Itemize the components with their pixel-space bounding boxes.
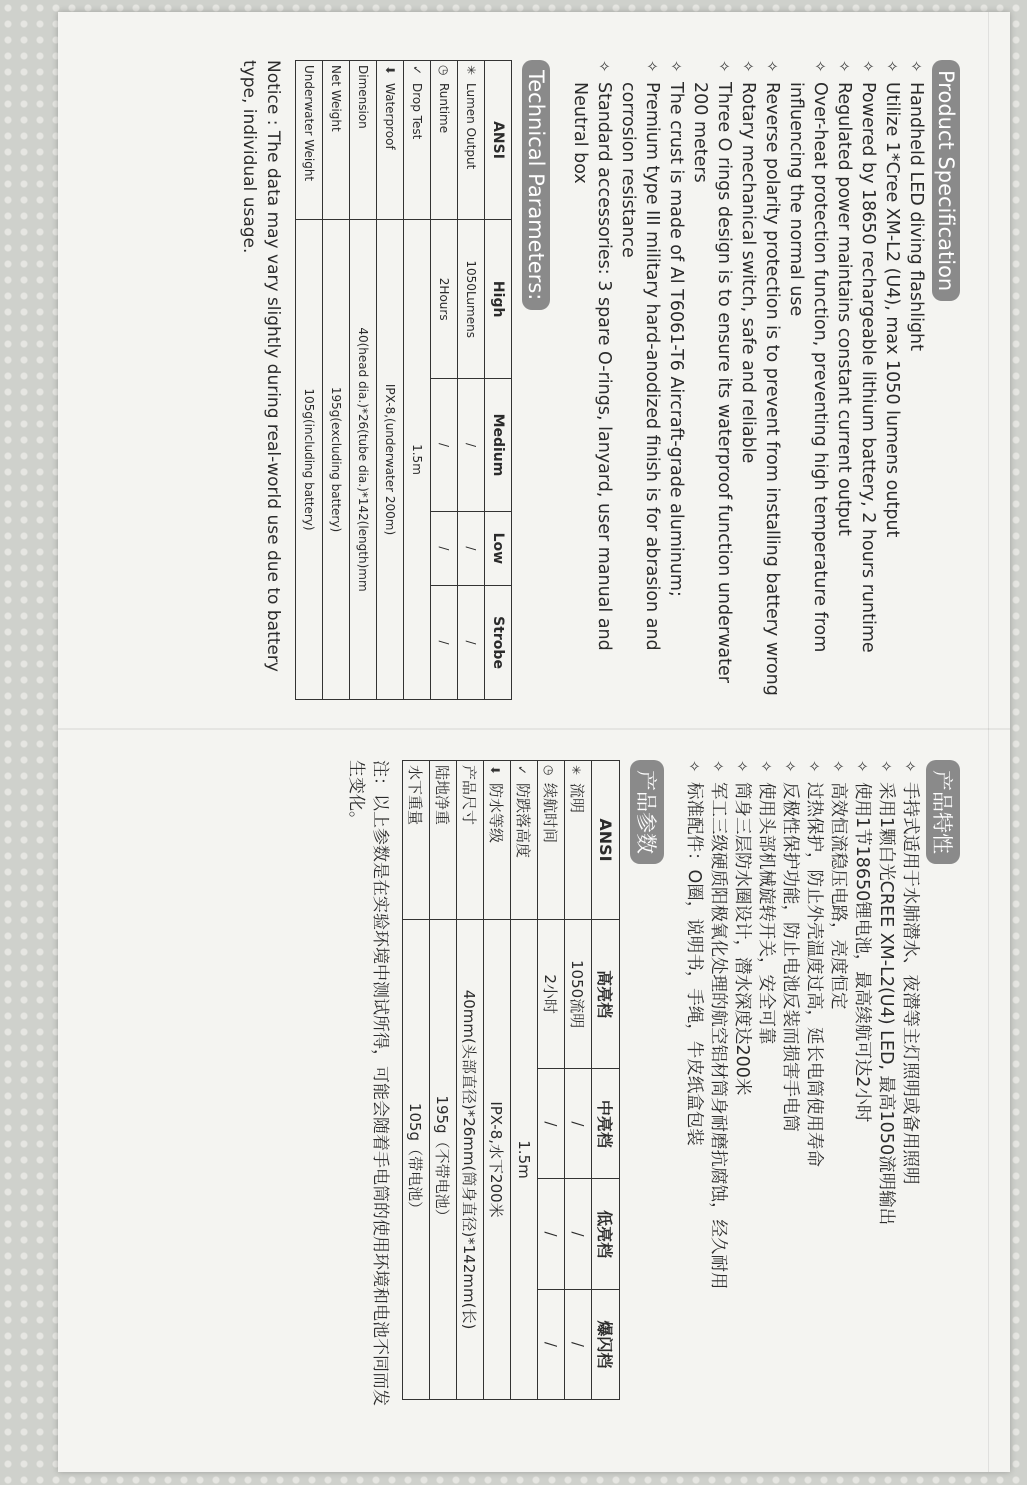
star-bullet-icon: ✧ [763,60,781,73]
list-item: ✧ Three O rings design is to ensure its waterproof function underwater 200 meters [690,60,734,683]
lumen-icon: ✳ [464,65,478,76]
table-cell: 2小时 [538,920,565,1069]
notice-text-cn: 注：以上参数是在实验环境中测试所得，可能会随着手电筒的使用环境和电池不同而发生变化。 [346,760,390,1406]
table-head-medium: 中亮档 [592,1069,620,1179]
table-cell: 40(head dia.)*26(tube dia.)*142(length)mm [350,220,377,700]
waterproof-icon: ⬇ [383,65,397,76]
list-item: ✧ Standard accessories: 3 spare O-rings, lanyard, user manual and Neutral box [570,60,614,651]
list-item: ✧ The crust is made of Al T6061-T6 Aircraft-grade aluminum; [666,60,686,597]
list-item: ✧ Powered by 18650 rechargeable lithium battery, 2 hours runtime [858,60,878,653]
row-label-runtime: ◷续航时间 [538,761,565,920]
row-label-waterproof: ⬇Waterproof [377,61,404,220]
table-cell: / [538,1179,565,1289]
fold-line [58,728,1010,730]
table-head-strobe: 爆闪档 [592,1289,620,1399]
table-head-low: Low [485,511,512,586]
notice-text: Notice : The data may vary slightly during real-world use due to battery type, individual usage. [239,60,283,672]
list-item: ✧ Utilize 1*Cree XM-L2 (U4), max 1050 lumens output [882,60,902,538]
table-head-low: 低亮档 [592,1179,620,1289]
list-item: ✧ 使用1节18650锂电池，最高续航可达2小时 [852,760,872,1123]
star-bullet-icon: ✧ [805,760,823,773]
list-item: ✧ 使用头部机械旋转开关，安全可靠 [756,760,776,1045]
table-cell: / [538,1069,565,1179]
row-label-underwater-weight: Underwater Weight [296,61,323,220]
table-cell: 1.5m [511,920,538,1400]
table-cell: / [431,511,458,586]
table-cell: / [458,379,485,511]
clock-icon: ◷ [437,65,451,76]
list-item: ✧ 军工三级硬质阳极氧化处理的航空铝材筒身耐磨抗腐蚀，经久耐用 [708,760,728,1290]
star-bullet-icon: ✧ [853,760,871,773]
spec-title-cn: 产品特性 [926,760,960,864]
spec-title: Product Specification [932,60,960,301]
param-title-cn: 产品参数 [630,760,664,864]
star-bullet-icon: ✧ [781,760,799,773]
star-bullet-icon: ✧ [877,760,895,773]
table-cell: / [431,379,458,511]
star-bullet-icon: ✧ [883,60,901,73]
table-cell: / [565,1179,592,1289]
row-label-net-weight: Net Weight [323,61,350,220]
table-head-ansi: ANSI [592,761,620,920]
star-bullet-icon: ✧ [643,60,661,73]
row-label-waterproof: ⬇防水等级 [484,761,511,920]
table-cell: 105g(including battery) [296,220,323,700]
list-item: ✧ Rotary mechanical switch, safe and reliable [738,60,758,464]
table-head-high: High [485,220,512,379]
row-label-dimension: 产品尺寸 [457,761,484,920]
row-label-drop: ✓Drop Test [404,61,431,220]
check-icon: ✓ [515,765,530,776]
list-item: ✧ 采用1颗白光CREE XM-L2(U4) LED, 最高1050流明输出 [876,760,896,1226]
row-label-underwater-weight: 水下重量 [403,761,430,920]
star-bullet-icon: ✧ [595,60,613,73]
list-item: ✧ 标准配件：O圈，说明书，手绳，牛皮纸盒包装 [684,760,704,1146]
star-bullet-icon: ✧ [685,760,703,773]
star-bullet-icon: ✧ [733,760,751,773]
parameter-table-cn [402,760,620,1400]
clock-icon: ◷ [542,765,557,776]
row-label-net-weight: 陆地净重 [430,761,457,920]
table-cell: / [538,1289,565,1399]
table-head-high: 高亮档 [592,920,620,1069]
star-bullet-icon: ✧ [811,60,829,73]
row-label-drop: ✓防跌落高度 [511,761,538,920]
star-bullet-icon: ✧ [835,60,853,73]
star-bullet-icon: ✧ [901,760,919,773]
table-cell: / [458,586,485,700]
spec-list-cn [682,760,922,1420]
row-label-lumen: ✳流明 [565,761,592,920]
table-cell: IPX-8,水下200米 [484,920,511,1400]
row-label-runtime: ◷Runtime [431,61,458,220]
star-bullet-icon: ✧ [757,760,775,773]
fold-line-vertical [988,12,989,1472]
star-bullet-icon: ✧ [667,60,685,73]
waterproof-icon: ⬇ [488,765,503,776]
table-cell: / [458,511,485,586]
list-item: ✧ Over-heat protection function, preventing high temperature from influencing the normal use [786,60,830,653]
lumen-icon: ✳ [569,765,584,776]
table-cell: 195g（不带电池） [430,920,457,1400]
list-item: ✧ Reverse polarity protection is to prevent from installing battery wrong [762,60,782,696]
star-bullet-icon: ✧ [907,60,925,73]
table-cell: / [431,586,458,700]
param-title: Technical Parameters: [522,60,550,310]
table-head-ansi: ANSI [485,61,512,220]
list-item: ✧ 手持式适用于水肺潜水、夜潜等主灯照明或备用照明 [900,760,920,1185]
list-item: ✧ 过热保护，防止外壳温度过高，延长电筒使用寿命 [804,760,824,1167]
spec-list [568,60,928,720]
star-bullet-icon: ✧ [829,760,847,773]
parameter-table [295,60,512,700]
table-head-strobe: Strobe [485,586,512,700]
star-bullet-icon: ✧ [709,760,727,773]
list-item: ✧ 筒身三层防水圈设计，潜水深度达200米 [732,760,752,1096]
table-head-medium: Medium [485,379,512,511]
table-cell: 105g（带电池） [403,920,430,1400]
table-cell: 1.5m [404,220,431,700]
chinese-panel [344,760,960,1420]
row-label-dimension: Dimension [350,61,377,220]
list-item: ✧ Premium type III military hard-anodized finish is for abrasion and corrosion resistance [618,60,662,651]
table-cell: 1050流明 [565,920,592,1069]
table-cell: / [565,1069,592,1179]
list-item: ✧ Regulated power maintains constant current output [834,60,854,536]
table-cell: 40mm(头部直径)*26mm(筒身直径)*142mm(长) [457,920,484,1400]
english-panel [237,60,960,720]
row-label-lumen: ✳Lumen Output [458,61,485,220]
list-item: ✧ Handheld LED diving flashlight [906,60,926,352]
table-cell: 195g(excluding battery) [323,220,350,700]
table-cell: / [565,1289,592,1399]
star-bullet-icon: ✧ [739,60,757,73]
check-icon: ✓ [410,65,424,76]
table-cell: IPX-8,(underwater 200m) [377,220,404,700]
table-cell: 1050Lumens [458,220,485,379]
list-item: ✧ 反极性保护功能，防止电池反装而损害手电筒 [780,760,800,1132]
star-bullet-icon: ✧ [859,60,877,73]
table-cell: 2Hours [431,220,458,379]
list-item: ✧ 高效恒流稳压电路，亮度恒定 [828,760,848,1010]
star-bullet-icon: ✧ [715,60,733,73]
